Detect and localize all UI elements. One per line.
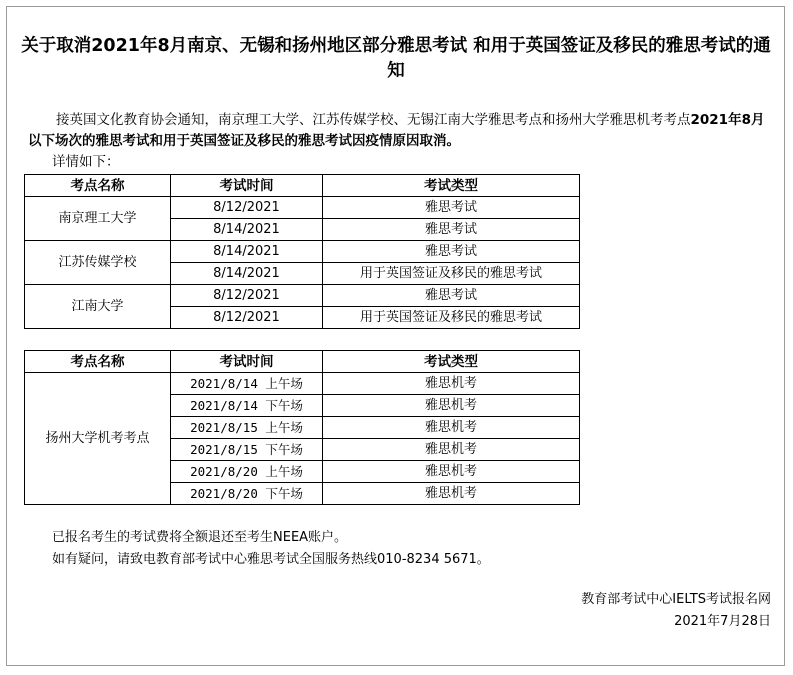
date-cell: 8/12/2021 — [171, 307, 323, 329]
table-header-row — [25, 175, 580, 197]
type-cell: 用于英国签证及移民的雅思考试 — [323, 307, 580, 329]
refund-note: 已报名考生的考试费将全额退还至考生NEEA账户。 — [52, 530, 348, 545]
cancellation-table-2 — [24, 350, 580, 505]
date-cell: 8/14/2021 — [171, 219, 323, 241]
site-cell: 南京理工大学 — [25, 197, 171, 241]
type-cell: 雅思机考 — [323, 461, 580, 483]
table-row — [25, 197, 580, 219]
date-cell: 8/14/2021 — [171, 241, 323, 263]
header-time: 考试时间 — [171, 175, 323, 197]
intro-paragraph — [28, 110, 776, 152]
site-cell: 扬州大学机考考点 — [25, 373, 171, 505]
site-cell: 江南大学 — [25, 285, 171, 329]
intro-bold-text: 2021年8月以下场次的雅思考试和用于英国签证及移民的雅思考试因疫情原因取消。 — [28, 112, 765, 149]
type-cell: 雅思考试 — [323, 285, 580, 307]
date-cell: 2021/8/14 下午场 — [171, 395, 323, 417]
table-row — [25, 241, 580, 263]
type-cell: 雅思机考 — [323, 417, 580, 439]
details-label: 详情如下： — [52, 154, 120, 170]
type-cell: 雅思考试 — [323, 197, 580, 219]
signature-org: 教育部考试中心IELTS考试报名网 — [581, 592, 771, 607]
notes-block — [52, 527, 490, 571]
date-cell: 2021/8/15 上午场 — [171, 417, 323, 439]
type-cell: 雅思考试 — [323, 219, 580, 241]
header-time: 考试时间 — [171, 351, 323, 373]
hotline-note: 如有疑问，请致电教育部考试中心雅思考试全国服务热线010-8234 5671。 — [52, 552, 490, 567]
signature-date: 2021年7月28日 — [674, 614, 771, 629]
table-header-row — [25, 351, 580, 373]
date-cell: 8/12/2021 — [171, 197, 323, 219]
date-cell: 2021/8/20 下午场 — [171, 483, 323, 505]
date-cell: 8/14/2021 — [171, 263, 323, 285]
type-cell: 雅思考试 — [323, 241, 580, 263]
header-type: 考试类型 — [323, 175, 580, 197]
intro-text: 接英国文化教育协会通知，南京理工大学、江苏传媒学校、无锡江南大学雅思考点和扬州大学雅思机考考点 — [56, 112, 691, 128]
type-cell: 雅思机考 — [323, 439, 580, 461]
type-cell: 用于英国签证及移民的雅思考试 — [323, 263, 580, 285]
date-cell: 8/12/2021 — [171, 285, 323, 307]
signature-block — [581, 589, 771, 633]
type-cell: 雅思机考 — [323, 395, 580, 417]
header-site: 考点名称 — [25, 175, 171, 197]
type-cell: 雅思机考 — [323, 373, 580, 395]
date-cell: 2021/8/20 上午场 — [171, 461, 323, 483]
type-cell: 雅思机考 — [323, 483, 580, 505]
date-cell: 2021/8/15 下午场 — [171, 439, 323, 461]
table-row — [25, 285, 580, 307]
site-cell: 江苏传媒学校 — [25, 241, 171, 285]
header-type: 考试类型 — [323, 351, 580, 373]
cancellation-table-1 — [24, 174, 580, 329]
date-cell: 2021/8/14 上午场 — [171, 373, 323, 395]
header-site: 考点名称 — [25, 351, 171, 373]
table-row — [25, 373, 580, 395]
notice-title: 关于取消2021年8月南京、无锡和扬州地区部分雅思考试 和用于英国签证及移民的雅思考试的通知 — [21, 36, 771, 81]
